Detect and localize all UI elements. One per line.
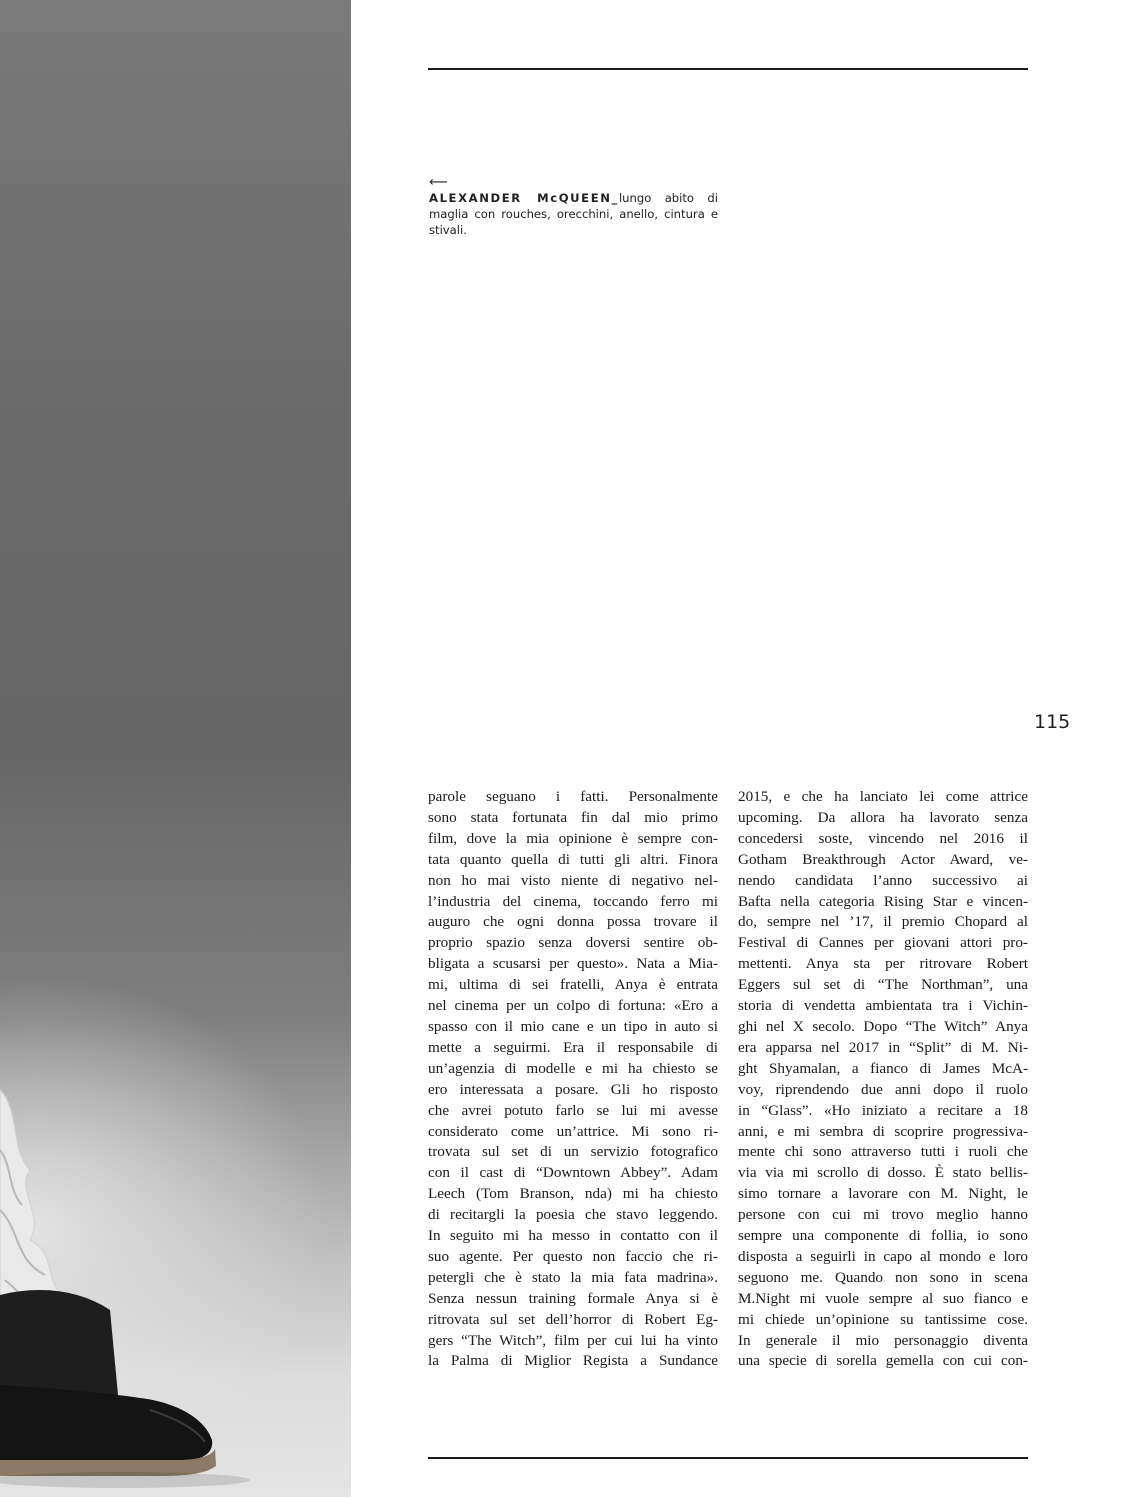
article-line: spasso con il mio cane e un tipo in auto si — [428, 1017, 718, 1035]
article-line: storia di vendetta ambientata tra i Vichin- — [738, 997, 1028, 1015]
article-line: sempre una componente di follia, io sono — [738, 1227, 1028, 1245]
article-line: gers “The Witch”, film per cui lui ha vinto — [428, 1331, 718, 1349]
article-line: concedersi soste, vincendo nel 2016 il — [738, 829, 1028, 847]
article-line: film, dove la mia opinione è sempre con- — [428, 829, 718, 847]
article-line: 2015, e che ha lanciato lei come attrice — [738, 788, 1028, 805]
article-line: do, sempre nel ’17, il premio Chopard al — [738, 913, 1028, 931]
article-line: disposta a seguirli in capo al mondo e loro — [738, 1247, 1028, 1265]
article-line: sono stata fortunata fin dal mio primo — [428, 808, 718, 826]
article-line: tata quanto quella di tutti gli altri. Finora — [428, 850, 718, 868]
article-line: l’industria del cinema, toccando ferro mi — [428, 892, 718, 910]
article-line: auguro che ogni donna possa trovare il — [428, 913, 718, 931]
article-line: un’agenzia di modelle e mi ha chiesto se — [428, 1059, 718, 1077]
article-line: mettenti. Anya sta per ritrovare Robert — [738, 955, 1028, 973]
caption-text: lungo abito di maglia con rouches, orecchini, anello, cintura e stivali. — [429, 191, 718, 237]
article-line: la Palma di Miglior Regista a Sundance — [428, 1352, 718, 1370]
article-line: nendo candidata l’anno successivo ai — [738, 871, 1028, 889]
article-line: ght Shyamalan, a fianco di James McA- — [738, 1059, 1028, 1077]
article-line: era apparsa nel 2017 in “Split” di M. Ni- — [738, 1038, 1028, 1056]
article-line: simo tornare a lavorare con M. Night, le — [738, 1185, 1028, 1203]
article-line: bligata a scusarsi per questo». Nata a Mia- — [428, 955, 718, 973]
article-line: mente chi sono attraverso tutti i ruoli che — [738, 1143, 1028, 1161]
article-line: Gotham Breakthrough Actor Award, ve- — [738, 850, 1028, 868]
article-line: M.Night mi vuole sempre al suo fianco e — [738, 1289, 1028, 1307]
caption-brand: ALEXANDER McQUEEN_ — [429, 191, 619, 205]
article-line: trovata sul set di un servizio fotografico — [428, 1143, 718, 1161]
article-line: ghi nel X secolo. Dopo “The Witch” Anya — [738, 1017, 1028, 1035]
page-number: 115 — [1034, 711, 1071, 733]
article-line: ritrovata sul set dell’horror di Robert Eg- — [428, 1310, 718, 1328]
article-line: proprio spazio senza doversi sentire ob- — [428, 934, 718, 952]
article-line: mette a seguirmi. Era il responsabile di — [428, 1038, 718, 1056]
article-line: di recitargli la poesia che stavo leggendo. — [428, 1206, 718, 1224]
article-line: upcoming. Da allora ha lavorato senza — [738, 808, 1028, 826]
article-line: una specie di sorella gemella con cui con- — [738, 1352, 1028, 1370]
article-line: mi chiede un’opinione su tantissime cose. — [738, 1310, 1028, 1328]
article-line: nel cinema per un colpo di fortuna: «Ero a — [428, 997, 718, 1015]
top-rule — [428, 68, 1028, 70]
article-column-left — [428, 787, 718, 1372]
article-line: considerato come un’attrice. Mi sono ri- — [428, 1122, 718, 1140]
article-line: parole seguano i fatti. Personalmente — [428, 788, 718, 805]
boot-shaft — [0, 1290, 118, 1398]
article-line: persone con cui mi trovo meglio hanno — [738, 1206, 1028, 1224]
article-line: Senza nessun training formale Anya si è — [428, 1289, 718, 1307]
article-line: Leech (Tom Branson, nda) mi ha chiesto — [428, 1185, 718, 1203]
photo-illustration — [0, 0, 351, 1497]
article-line: mi, ultima di sei fratelli, Anya è entrata — [428, 976, 718, 994]
article-line: suo agente. Per questo non faccio che ri- — [428, 1247, 718, 1265]
article-line: ero interessata a posare. Gli ho risposto — [428, 1080, 718, 1098]
arrow-left-icon: ⟵ — [429, 175, 448, 190]
article-line: Eggers sul set di “The Northman”, una — [738, 976, 1028, 994]
article-line: in “Glass”. «Ho iniziato a recitare a 18 — [738, 1101, 1028, 1119]
article-line: anni, e mi sembra di scoprire progressiva- — [738, 1122, 1028, 1140]
article-line: voy, riprendendo due anni dopo il ruolo — [738, 1080, 1028, 1098]
article-line: petergli che è stato la mia fata madrina». — [428, 1268, 718, 1286]
article-line: via via mi scrollo di dosso. È stato bellis- — [738, 1164, 1028, 1182]
boot-foot — [0, 1385, 212, 1462]
floor-shadow — [0, 1472, 250, 1488]
article-line: non ho mai visto niente di negativo nel- — [428, 871, 718, 889]
article-line: Festival di Cannes per giovani attori pro- — [738, 934, 1028, 952]
article-line: In seguito mi ha messo in contatto con il — [428, 1227, 718, 1245]
article-line: che avrei potuto farlo se lui mi avesse — [428, 1101, 718, 1119]
article-line: seguono me. Quando non sono in scena — [738, 1268, 1028, 1286]
bottom-rule — [428, 1457, 1028, 1459]
article-line: In generale il mio personaggio diventa — [738, 1331, 1028, 1349]
fashion-photo — [0, 0, 351, 1497]
article-column-right — [738, 787, 1028, 1372]
article-line: con il cast di “Downtown Abbey”. Adam — [428, 1164, 718, 1182]
article-line: Bafta nella categoria Rising Star e vincen- — [738, 892, 1028, 910]
photo-caption — [429, 176, 718, 238]
